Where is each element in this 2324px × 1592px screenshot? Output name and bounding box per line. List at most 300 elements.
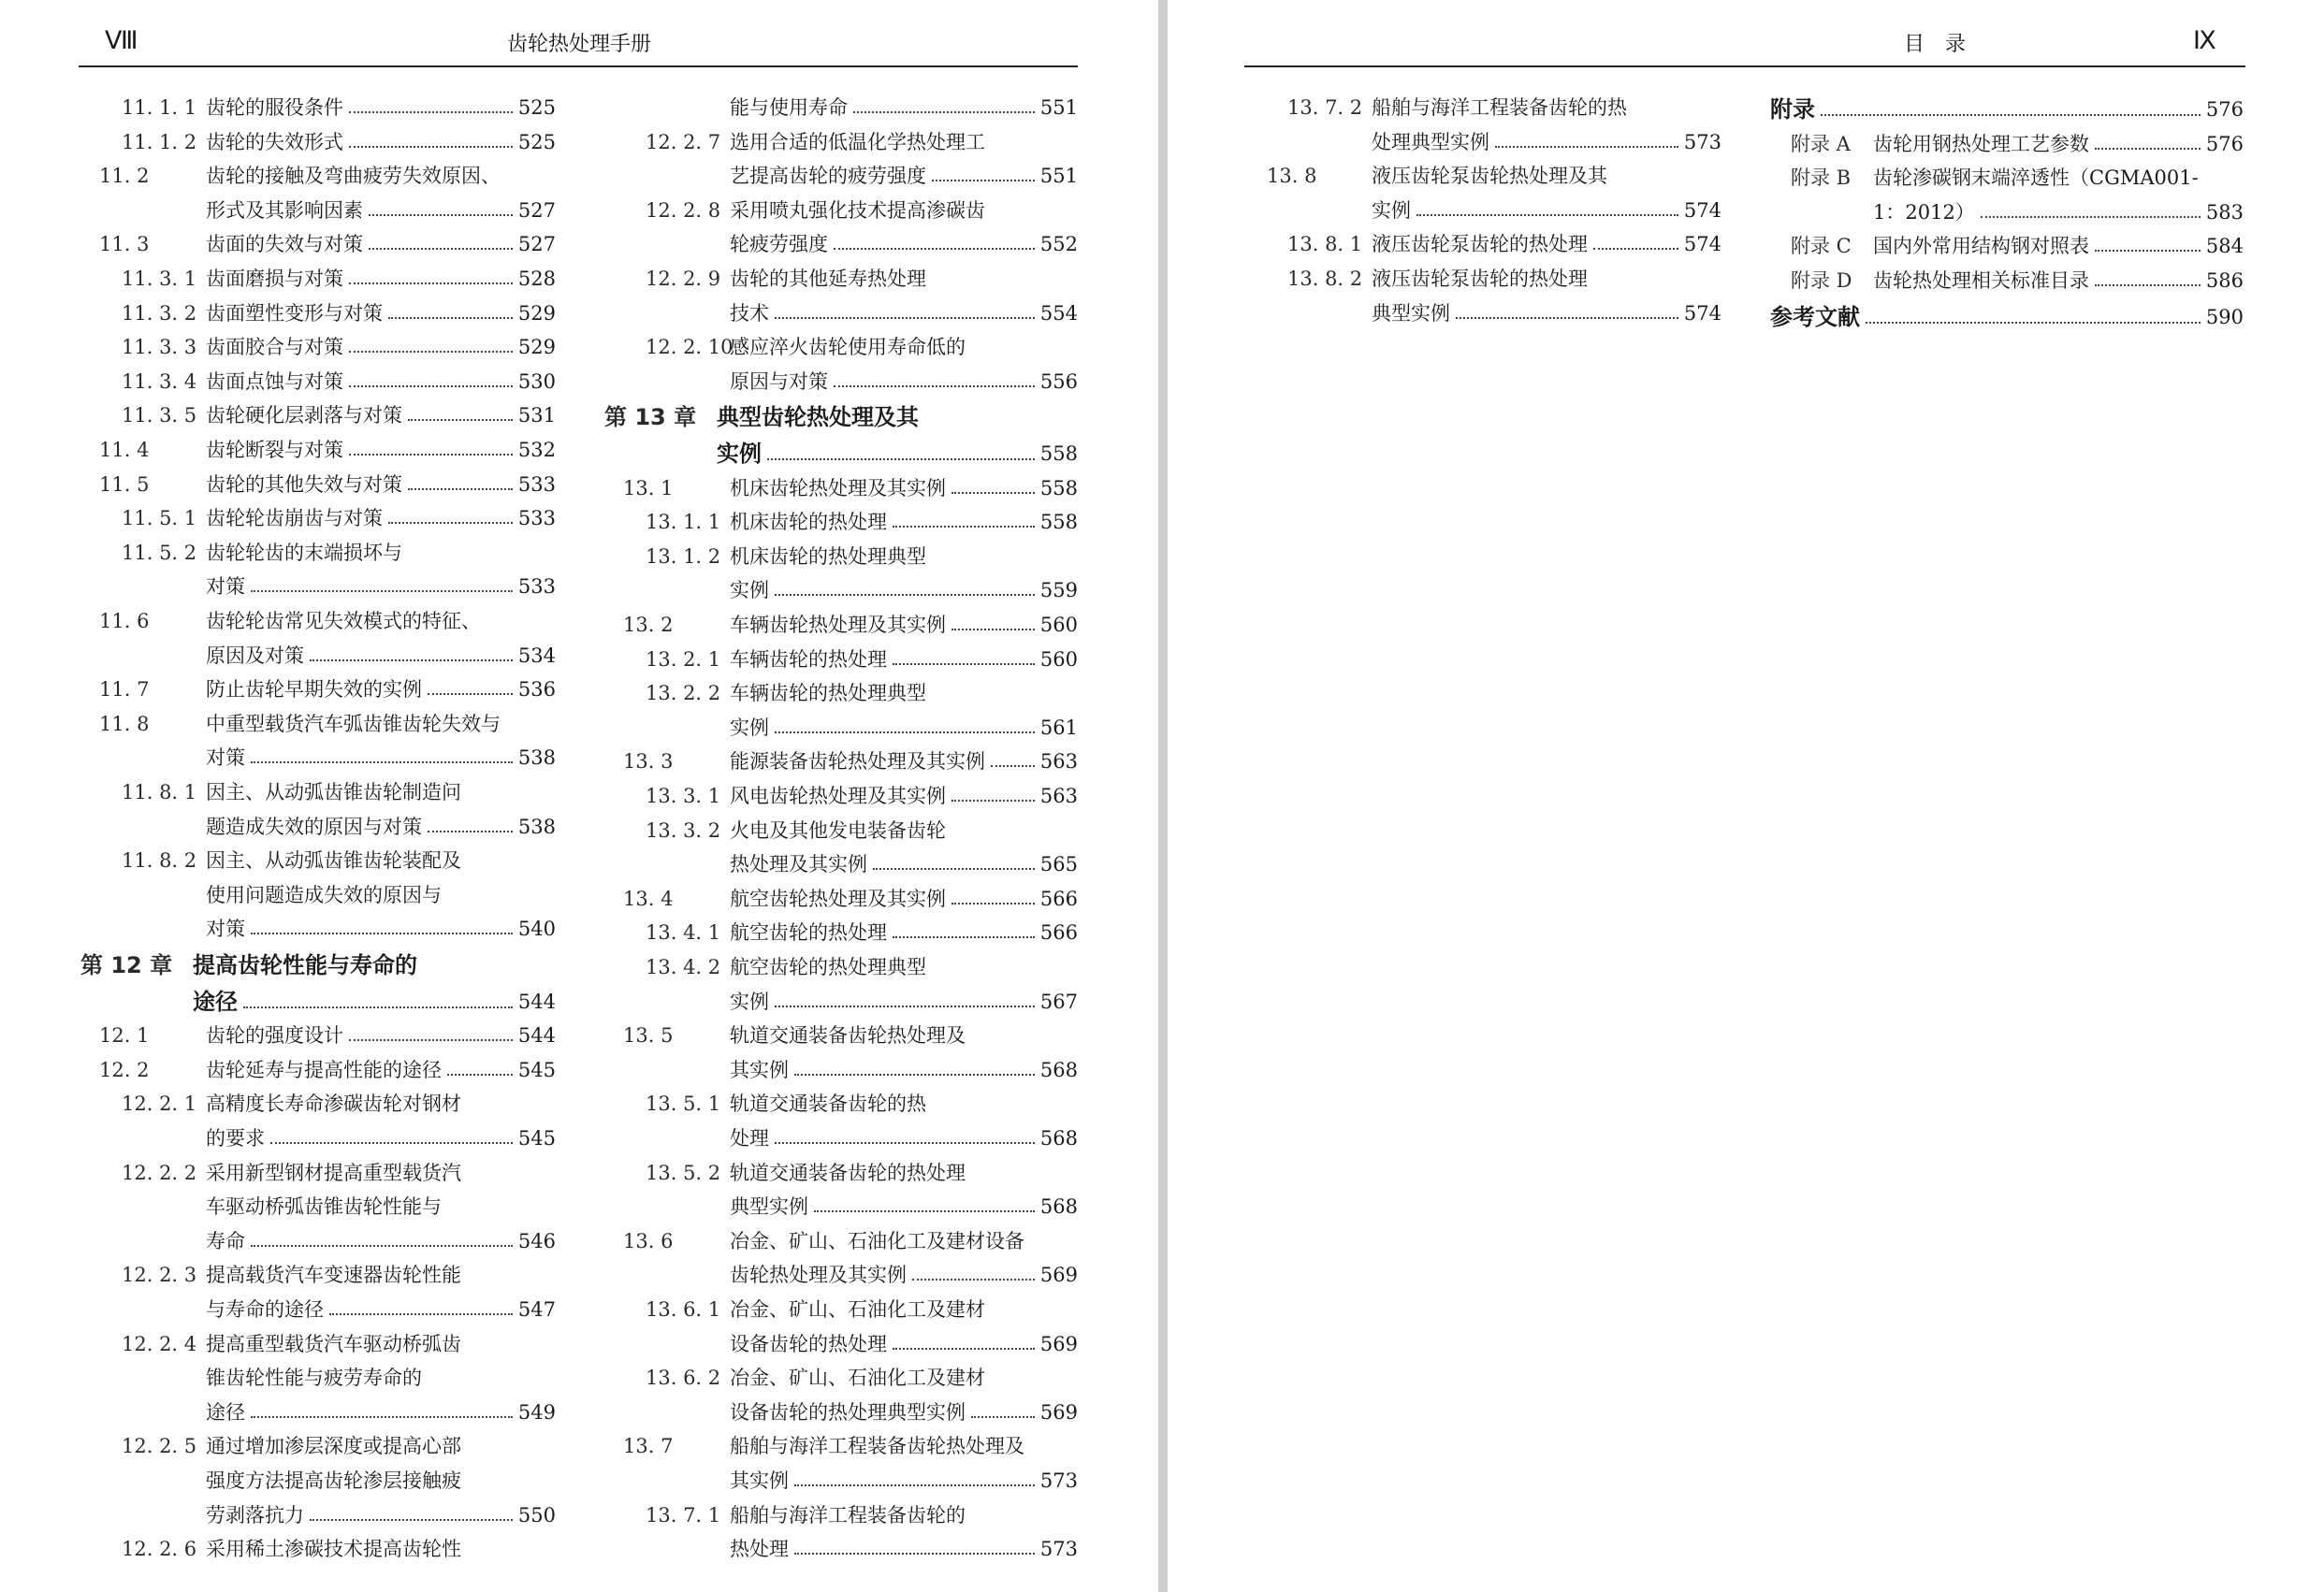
entry-page-number: 538 [517, 746, 556, 770]
toc-entry-line[interactable] [646, 196, 1078, 224]
entry-title: 船舶与海洋工程装备齿轮的热 [1372, 96, 1627, 119]
dot-leader [251, 590, 513, 592]
entry-title: 齿轮用钢热处理工艺参数 [1873, 132, 2089, 155]
dot-leader [428, 831, 513, 832]
toc-entry-line[interactable] [730, 1467, 1078, 1495]
toc-entry-line[interactable] [646, 1090, 1078, 1118]
entry-title: 通过增加渗层深度或提高心部 [206, 1435, 461, 1458]
toc-entry-line[interactable] [206, 1398, 556, 1426]
toc-entry-line[interactable] [1791, 130, 2244, 158]
entry-page-number: 551 [1039, 165, 1078, 188]
toc-entry-line[interactable] [730, 1193, 1078, 1221]
entry-page-number: 566 [1039, 921, 1078, 945]
entry-number: 13. 4. 2 [646, 956, 721, 978]
entry-page-number: 530 [517, 369, 556, 393]
dot-leader [1821, 114, 2201, 116]
entry-title: 原因与对策 [730, 369, 828, 393]
dot-leader [408, 419, 513, 421]
entry-number: 11. 1. 1 [122, 96, 197, 119]
entry-number: 12. 2. 7 [646, 130, 721, 153]
toc-entry-line[interactable] [1287, 230, 1721, 258]
entry-title: 齿轮热处理及其实例 [730, 1264, 907, 1287]
toc-entry-line[interactable] [122, 1090, 556, 1118]
entry-page-number: 566 [1039, 887, 1078, 910]
toc-entry-line[interactable] [1791, 164, 2244, 192]
toc-entry-line[interactable] [1791, 232, 2244, 260]
entry-title: 齿轮延寿与提高性能的途径 [206, 1058, 442, 1081]
entry-title: 提高齿轮性能与寿命的 [193, 952, 417, 978]
entry-title: 车驱动桥弧齿锥齿轮性能与 [206, 1195, 442, 1219]
dot-leader [447, 1074, 513, 1076]
entry-title: 原因及对策 [206, 644, 304, 667]
entry-page-number: 563 [1039, 785, 1078, 807]
toc-entry-line[interactable] [730, 162, 1078, 190]
entry-number: 13. 1 [623, 476, 674, 499]
toc-entry-line[interactable] [99, 1021, 556, 1049]
entry-title: 齿轮轮齿崩齿与对策 [206, 507, 383, 530]
entry-title: 轮疲劳强度 [730, 233, 828, 256]
entry-title: 液压齿轮泵齿轮的热处理 [1372, 268, 1588, 290]
toc-entry-line[interactable] [122, 94, 556, 122]
entry-page-number: 529 [517, 301, 556, 325]
dot-leader [251, 1245, 513, 1247]
entry-title: 选用合适的低温化学热处理工 [730, 130, 985, 153]
entry-number: 附录 C [1791, 235, 1852, 258]
toc-entry-line[interactable] [206, 744, 556, 772]
entry-page-number: 533 [517, 472, 556, 496]
dot-leader [971, 1416, 1035, 1418]
entry-title: 寿命 [206, 1229, 245, 1252]
dot-leader [349, 146, 513, 148]
toc-entry-line[interactable] [122, 847, 556, 875]
left-page [0, 0, 1158, 1592]
toc-entry-line[interactable] [206, 1124, 556, 1152]
toc-entry-line[interactable] [206, 813, 556, 841]
entry-title: 使用问题造成失效的原因与 [206, 883, 442, 906]
entry-title: 能与使用寿命 [730, 96, 848, 119]
entry-title: 国内外常用结构钢对照表 [1873, 235, 2089, 258]
toc-entry-line[interactable] [646, 645, 1078, 673]
toc-entry-line[interactable] [1287, 265, 1721, 293]
entry-number: 12. 2. 5 [122, 1435, 197, 1458]
toc-entry-line[interactable] [730, 230, 1078, 258]
entry-title: 齿轮的失效形式 [206, 130, 343, 153]
entry-title: 轨道交通装备齿轮热处理及 [730, 1024, 966, 1048]
entry-page-number: 527 [517, 198, 556, 222]
entry-page-number: 568 [1039, 1195, 1078, 1219]
dot-leader [775, 1006, 1035, 1007]
toc-entry-line[interactable] [730, 1330, 1078, 1358]
entry-title: 处理典型实例 [1372, 130, 1489, 153]
dot-leader [310, 1519, 513, 1521]
toc-entry-line[interactable] [1873, 198, 2244, 226]
entry-title: 风电齿轮热处理及其实例 [730, 785, 946, 807]
dot-leader [775, 1142, 1035, 1144]
entry-page-number: 561 [1039, 716, 1078, 739]
entry-title: 设备齿轮的热处理典型实例 [730, 1400, 966, 1424]
toc-entry-line[interactable] [623, 747, 1078, 775]
entry-title: 轨道交通装备齿轮的热处理 [730, 1161, 966, 1184]
dot-leader [991, 765, 1035, 767]
entry-page-number: 533 [517, 507, 556, 530]
running-header-title: 齿轮热处理手册 [506, 33, 651, 56]
dot-leader [1866, 322, 2201, 324]
toc-entry-line[interactable] [1372, 299, 1721, 327]
entry-title: 轨道交通装备齿轮的热 [730, 1093, 926, 1116]
entry-page-number: 556 [1039, 369, 1078, 393]
dot-leader [893, 526, 1035, 528]
entry-title: 典型齿轮热处理及其 [717, 404, 919, 431]
toc-entry-line[interactable] [206, 1193, 556, 1221]
entry-title: 因主、从动弧齿锥齿轮装配及 [206, 849, 461, 873]
toc-entry-line[interactable] [623, 474, 1078, 502]
toc-entry-line[interactable] [730, 714, 1078, 742]
entry-number: 13. 2 [623, 614, 674, 636]
toc-entry-line[interactable] [623, 1432, 1078, 1460]
toc-entry-line[interactable] [646, 1501, 1078, 1529]
toc-entry-line[interactable] [99, 607, 556, 635]
entry-title: 提高重型载货汽车驱动桥弧齿 [206, 1332, 461, 1355]
entry-number: 12. 2. 4 [122, 1332, 197, 1355]
toc-entry-line[interactable] [646, 919, 1078, 947]
entry-page-number: 559 [1039, 579, 1078, 602]
toc-entry-line[interactable] [122, 299, 556, 327]
dot-leader [853, 111, 1035, 113]
entry-title: 齿轮硬化层剥落与对策 [206, 404, 402, 427]
toc-entry-line[interactable] [646, 679, 1078, 707]
toc-chapter-line[interactable] [1770, 301, 2244, 333]
entry-number: 11. 1. 2 [122, 130, 197, 153]
toc-entry-line[interactable] [730, 299, 1078, 327]
entry-title: 提高载货汽车变速器齿轮性能 [206, 1264, 461, 1287]
page-number: Ⅷ [105, 26, 138, 55]
dot-leader [349, 385, 513, 387]
entry-number: 11. 3. 3 [122, 336, 197, 359]
entry-title: 与寿命的途径 [206, 1298, 324, 1321]
dot-leader [951, 492, 1035, 494]
toc-entry-line[interactable] [646, 1159, 1078, 1187]
entry-title: 齿轮渗碳钢末端淬透性（CGMA001- [1873, 166, 2199, 190]
entry-title: 航空齿轮热处理及其实例 [730, 887, 946, 910]
dot-leader [814, 1210, 1035, 1212]
entry-title: 附录 [1770, 96, 1815, 123]
toc-entry-line[interactable] [206, 881, 556, 909]
dot-leader [369, 214, 513, 216]
toc-entry-line[interactable] [730, 94, 1078, 122]
toc-entry-line[interactable] [122, 1330, 556, 1358]
toc-entry-line[interactable] [646, 953, 1078, 981]
toc-entry-line[interactable] [730, 368, 1078, 396]
toc-entry-line[interactable] [646, 333, 1078, 361]
toc-entry-line[interactable] [122, 1535, 556, 1563]
dot-leader [428, 693, 513, 695]
entry-title: 齿轮热处理相关标准目录 [1873, 269, 2089, 292]
dot-leader [912, 1279, 1035, 1281]
dot-leader [310, 659, 513, 661]
entry-number: 11. 8. 1 [122, 781, 197, 803]
toc-entry-line[interactable] [646, 508, 1078, 536]
toc-entry-line[interactable] [206, 196, 556, 224]
toc-entry-line[interactable] [730, 1056, 1078, 1084]
entry-number: 13. 8. 1 [1287, 233, 1363, 256]
dot-leader [794, 1484, 1035, 1486]
entry-title: 机床齿轮的热处理 [730, 511, 887, 534]
toc-entry-line[interactable] [122, 1261, 556, 1289]
dot-leader [251, 933, 513, 934]
entry-page-number: 576 [2205, 132, 2244, 155]
entry-number: 12. 2. 10 [646, 336, 734, 359]
toc-entry-line[interactable] [122, 1159, 556, 1187]
toc-entry-line[interactable] [122, 128, 556, 156]
toc-entry-line[interactable] [122, 265, 556, 293]
dot-leader [2095, 250, 2201, 252]
toc-entry-line[interactable] [623, 885, 1078, 913]
toc-entry-line[interactable] [206, 1364, 556, 1392]
entry-number: 11. 6 [99, 610, 150, 632]
dot-leader [349, 282, 513, 284]
entry-number: 附录 A [1791, 132, 1851, 155]
toc-entry-line[interactable] [730, 1535, 1078, 1563]
entry-number: 第 13 章 [604, 404, 697, 431]
entry-page-number: 584 [2205, 235, 2244, 258]
entry-number: 13. 4. 1 [646, 921, 721, 945]
entry-title: 船舶与海洋工程装备齿轮的 [730, 1503, 966, 1527]
entry-number: 13. 6 [623, 1229, 674, 1252]
entry-title: 技术 [730, 301, 769, 325]
toc-entry-line[interactable] [99, 436, 556, 464]
entry-title: 机床齿轮热处理及其实例 [730, 476, 946, 499]
entry-number: 12. 2. 9 [646, 268, 721, 290]
entry-number: 11. 3 [99, 233, 150, 256]
entry-number: 13. 4 [623, 887, 674, 910]
entry-number: 13. 3 [623, 750, 674, 774]
entry-number: 第 12 章 [80, 952, 173, 978]
entry-title: 液压齿轮泵齿轮热处理及其 [1372, 165, 1607, 188]
toc-chapter-line[interactable] [80, 949, 556, 981]
toc-entry-line[interactable] [99, 162, 556, 190]
dot-leader [951, 629, 1035, 630]
toc-entry-line[interactable] [206, 1227, 556, 1255]
entry-page-number: 525 [517, 130, 556, 153]
entry-page-number: 573 [1683, 130, 1721, 153]
entry-title: 航空齿轮的热处理 [730, 921, 887, 945]
entry-number: 13. 8. 2 [1287, 268, 1363, 290]
dot-leader [775, 317, 1035, 319]
entry-title: 其实例 [730, 1469, 789, 1492]
entry-page-number: 536 [517, 678, 556, 702]
entry-page-number: 574 [1683, 301, 1721, 325]
dot-leader [873, 868, 1035, 870]
toc-entry-line[interactable] [646, 128, 1078, 156]
dot-leader [1416, 214, 1678, 216]
entry-number: 13. 3. 2 [646, 818, 721, 842]
entry-page-number: 558 [1039, 476, 1078, 499]
toc-entry-line[interactable] [730, 576, 1078, 604]
toc-entry-line[interactable] [122, 504, 556, 532]
entry-title: 处理 [730, 1127, 769, 1150]
toc-entry-line[interactable] [122, 333, 556, 361]
toc-entry-line[interactable] [122, 778, 556, 806]
entry-page-number: 560 [1039, 614, 1078, 636]
dot-leader [251, 1416, 513, 1418]
entry-number: 11. 3. 2 [122, 301, 197, 325]
toc-entry-line[interactable] [122, 368, 556, 396]
dot-leader [369, 248, 513, 250]
entry-title: 设备齿轮的热处理 [730, 1332, 887, 1355]
entry-title: 冶金、矿山、石油化工及建材 [730, 1367, 985, 1390]
entry-page-number: 552 [1039, 233, 1078, 256]
toc-entry-line[interactable] [122, 401, 556, 429]
dot-leader [893, 1348, 1035, 1350]
page-number: Ⅸ [2193, 26, 2215, 55]
entry-title: 热处理 [730, 1538, 789, 1561]
dot-leader [794, 1553, 1035, 1555]
toc-entry-line[interactable] [623, 1227, 1078, 1255]
dot-leader [893, 936, 1035, 938]
entry-page-number: 573 [1039, 1538, 1078, 1561]
entry-page-number: 525 [517, 96, 556, 119]
entry-page-number: 558 [1039, 511, 1078, 534]
toc-entry-line[interactable] [646, 1364, 1078, 1392]
entry-number: 附录 D [1791, 269, 1852, 292]
toc-entry-line[interactable] [99, 710, 556, 738]
toc-entry-line[interactable] [730, 1261, 1078, 1289]
entry-number: 11. 7 [99, 678, 150, 702]
entry-title: 齿面的失效与对策 [206, 233, 363, 256]
entry-page-number: 551 [1039, 96, 1078, 119]
entry-page-number: 568 [1039, 1127, 1078, 1150]
entry-title: 锥齿轮性能与疲劳寿命的 [206, 1367, 422, 1390]
entry-page-number: 563 [1039, 750, 1078, 774]
toc-entry-line[interactable] [646, 543, 1078, 571]
dot-leader [951, 800, 1035, 802]
toc-entry-line[interactable] [206, 915, 556, 943]
entry-title: 齿轮的其他失效与对策 [206, 472, 402, 496]
dot-leader [2095, 284, 2201, 286]
entry-title: 形式及其影响因素 [206, 198, 363, 222]
dot-leader [932, 180, 1035, 181]
entry-number: 13. 7. 1 [646, 1503, 721, 1527]
entry-title: 齿轮的强度设计 [206, 1024, 343, 1048]
toc-entry-line[interactable] [99, 675, 556, 703]
entry-title: 1：2012） [1873, 200, 1975, 224]
entry-title: 参考文献 [1770, 303, 1860, 330]
entry-title: 机床齿轮的热处理典型 [730, 544, 926, 568]
entry-title: 冶金、矿山、石油化工及建材 [730, 1298, 985, 1321]
header-rule [1244, 65, 2245, 67]
toc-entry-line[interactable] [1287, 94, 1721, 122]
entry-number: 13. 6. 2 [646, 1367, 721, 1390]
dot-leader [775, 594, 1035, 596]
toc-entry-line[interactable] [730, 1398, 1078, 1426]
toc-entry-line[interactable] [646, 1295, 1078, 1324]
entry-title: 途径 [193, 988, 238, 1015]
entry-page-number: 574 [1683, 233, 1721, 256]
toc-entry-line[interactable] [730, 988, 1078, 1016]
toc-chapter-line[interactable] [193, 986, 556, 1018]
entry-title: 防止齿轮早期失效的实例 [206, 678, 422, 702]
entry-title: 对策 [206, 746, 245, 770]
entry-title: 题造成失效的原因与对策 [206, 815, 422, 838]
entry-title: 典型实例 [730, 1195, 808, 1219]
toc-entry-line[interactable] [1372, 128, 1721, 156]
toc-entry-line[interactable] [99, 470, 556, 499]
right-page [1168, 0, 2324, 1592]
toc-entry-line[interactable] [1372, 196, 1721, 224]
entry-number: 12. 2. 1 [122, 1093, 197, 1116]
toc-entry-line[interactable] [122, 539, 556, 567]
toc-entry-line[interactable] [206, 1295, 556, 1324]
entry-number: 13. 3. 1 [646, 785, 721, 807]
dot-leader [2095, 148, 2201, 150]
entry-title: 液压齿轮泵齿轮的热处理 [1372, 233, 1588, 256]
dot-leader [767, 458, 1035, 460]
entry-title: 齿轮的接触及弯曲疲劳失效原因、 [206, 165, 501, 188]
entry-number: 11. 5. 2 [122, 541, 197, 564]
dot-leader [834, 385, 1035, 387]
toc-chapter-line[interactable] [717, 438, 1078, 470]
entry-page-number: 540 [517, 918, 556, 941]
toc-entry-line[interactable] [646, 782, 1078, 810]
toc-entry-line[interactable] [99, 230, 556, 258]
entry-page-number: 550 [517, 1503, 556, 1527]
entry-page-number: 568 [1039, 1058, 1078, 1081]
toc-entry-line[interactable] [730, 850, 1078, 878]
entry-title: 船舶与海洋工程装备齿轮热处理及 [730, 1435, 1024, 1458]
toc-entry-line[interactable] [646, 265, 1078, 293]
running-header-title: 目 录 [1903, 33, 1966, 56]
dot-leader [349, 454, 513, 456]
dot-leader [775, 731, 1035, 733]
entry-page-number: 590 [2205, 305, 2244, 328]
entry-title: 实例 [1372, 198, 1411, 222]
entry-title: 火电及其他发电装备齿轮 [730, 818, 946, 842]
entry-title: 齿面塑性变形与对策 [206, 301, 383, 325]
toc-entry-line[interactable] [646, 817, 1078, 845]
toc-entry-line[interactable] [206, 1501, 556, 1529]
toc-chapter-line[interactable] [1770, 94, 2244, 125]
entry-title: 实例 [730, 716, 769, 739]
entry-title: 齿面胶合与对策 [206, 336, 343, 359]
entry-page-number: 534 [517, 644, 556, 667]
entry-title: 感应淬火齿轮使用寿命低的 [730, 336, 966, 359]
entry-page-number: 586 [2205, 269, 2244, 292]
entry-number: 11. 3. 4 [122, 369, 197, 393]
toc-entry-line[interactable] [122, 1432, 556, 1460]
toc-entry-line[interactable] [99, 1056, 556, 1084]
entry-page-number: 545 [517, 1127, 556, 1150]
toc-entry-line[interactable] [623, 1021, 1078, 1049]
entry-title: 劳剥落抗力 [206, 1503, 304, 1527]
toc-entry-line[interactable] [730, 1124, 1078, 1152]
entry-page-number: 527 [517, 233, 556, 256]
toc-chapter-line[interactable] [604, 401, 1078, 433]
toc-entry-line[interactable] [206, 1467, 556, 1495]
entry-title: 中重型载货汽车弧齿锥齿轮失效与 [206, 712, 501, 735]
toc-entry-line[interactable] [206, 642, 556, 670]
entry-title: 采用喷丸强化技术提高渗碳齿 [730, 198, 985, 222]
toc-entry-line[interactable] [1267, 162, 1721, 190]
entry-title: 齿轮的其他延寿热处理 [730, 268, 926, 290]
entry-number: 12. 2 [99, 1058, 150, 1081]
dot-leader [408, 488, 513, 490]
dot-leader [349, 351, 513, 353]
entry-title: 采用新型钢材提高重型载货汽 [206, 1161, 461, 1184]
toc-entry-line[interactable] [206, 572, 556, 601]
entry-number: 12. 2. 3 [122, 1264, 197, 1287]
toc-entry-line[interactable] [1791, 267, 2244, 295]
toc-entry-line[interactable] [623, 611, 1078, 639]
